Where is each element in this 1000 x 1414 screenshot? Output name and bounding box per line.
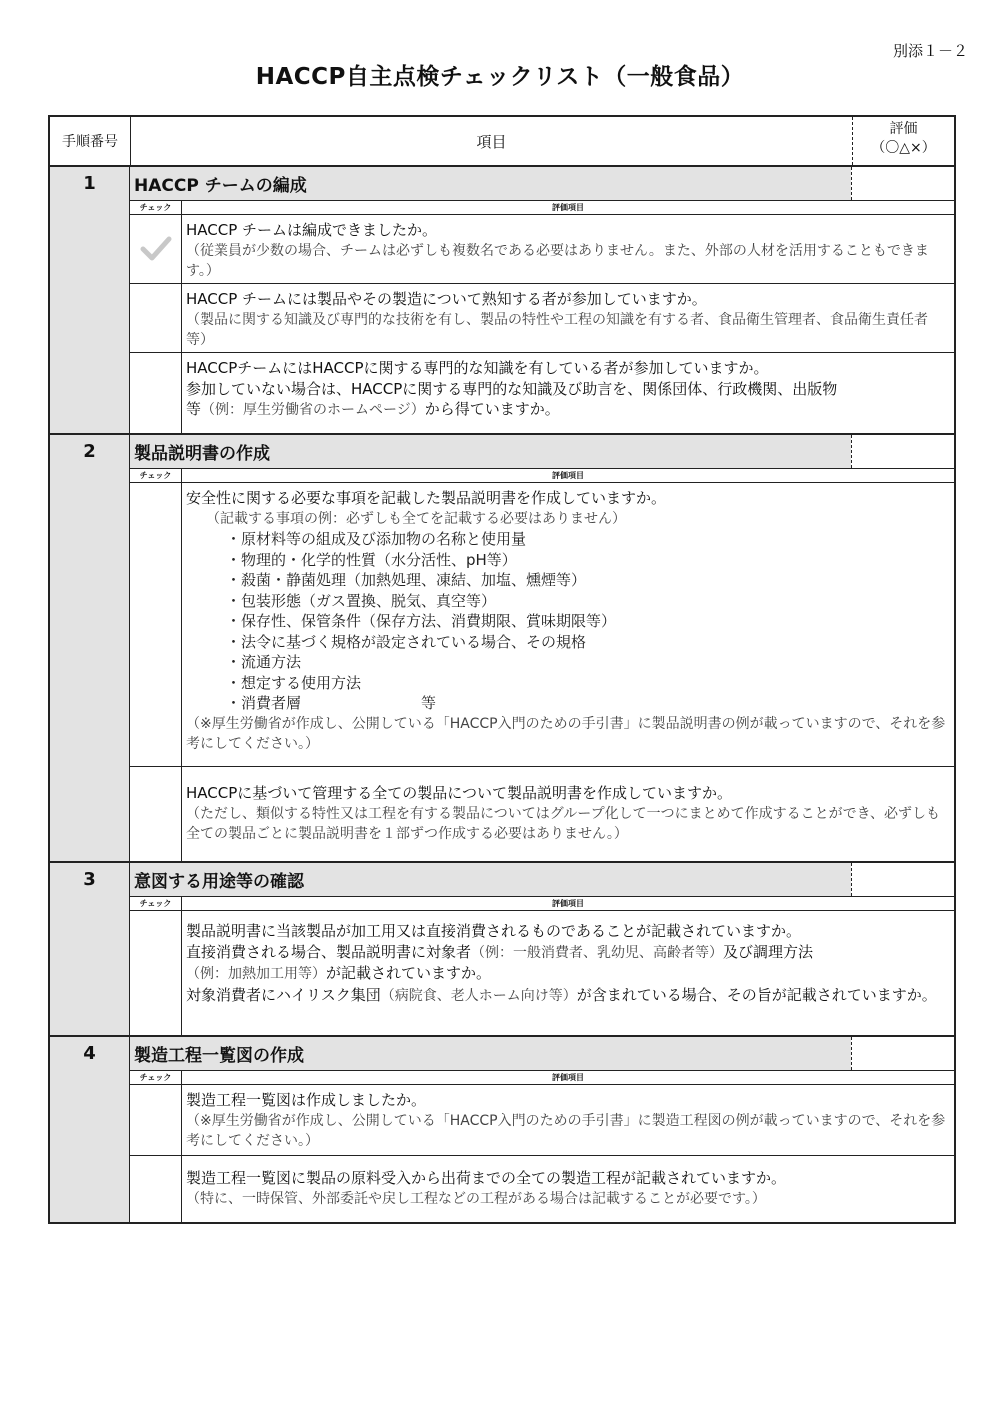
section-title: 意図する用途等の確認 [134,872,304,892]
item-main-3a: 等 [186,400,202,418]
item-line-2 [186,942,948,964]
item-inline-note: （例：厚生労働省のホームページ） [201,402,425,418]
item-main: HACCP チームは編成できましたか。 [186,221,438,239]
checklist-item [130,767,954,861]
item-text-part: が記載されていますか。 [326,964,492,982]
item-text-part: が含まれている場合、その旨が記載されていますか。 [576,985,937,1004]
header-step-number: 手順番号 [50,117,131,165]
item-text-part: 対象消費者にハイリスク集団 [186,985,381,1004]
checklist-item [130,483,954,767]
item-note: （※厚生労働省が作成し、公開している「HACCP入門のための手引書」に製品説明書の例が載っていますので、それを参考にしてください。） [186,715,946,752]
item-text [182,353,954,433]
item-text [182,767,954,861]
checklist-item [130,1085,954,1156]
item-line-3 [186,963,948,985]
item-main: HACCPチームにはHACCPに関する専門的な知識を有している者が参加していますか。 [186,359,769,377]
item-main-2: 参加していない場合は、HACCPに関する専門的な知識及び助言を、関係団体、行政機関、出版物 [186,379,838,398]
section-3 [50,863,954,1037]
section-title-row [130,435,954,469]
section-title: 製造工程一覧図の作成 [134,1046,304,1066]
section-4 [50,1037,954,1222]
list-item: ・包装形態（ガス置換、脱気、真空等） [226,591,497,610]
checklist-item [130,215,954,284]
list-item: ・流通方法 [226,653,302,671]
section-title-row [130,863,954,897]
list-item: ・物理的・化学的性質（水分活性、pH等） [226,550,517,569]
section-title-row [130,1037,954,1071]
checklist-item [130,284,954,353]
header-item: 項目 [476,132,507,151]
header-eval-scale: （〇△×） [871,140,936,156]
item-main: 製造工程一覧図は作成しましたか。 [186,1091,427,1109]
item-text-part: 及び調理方法 [723,942,814,961]
sub-header-check: チェック [130,897,182,910]
item-inline-note: （病院食、老人ホーム向け等） [380,987,577,1004]
sub-header-check: チェック [130,469,182,482]
checklist-item [130,911,954,1035]
section-title-row [130,167,954,201]
section-number: 3 [50,863,130,1035]
item-main-3b: から得ていますか。 [424,400,560,418]
sub-header [130,201,954,215]
item-text-part: 直接消費される場合、製品説明書に対象者 [186,942,472,961]
sub-header-check: チェック [130,1071,182,1084]
section-evaluation-field[interactable] [851,1037,954,1070]
item-main: 安全性に関する必要な事項を記載した製品説明書を作成していますか。 [186,489,667,507]
checklist-item [130,353,954,433]
list-item: ・殺菌・静菌処理（加熱処理、凍結、加塩、燻煙等） [226,571,587,589]
item-main: 製品説明書に当該製品が加工用又は直接消費されるものであることが記載されていますか。 [186,922,802,940]
sub-header-item: 評価項目 [552,899,584,908]
item-main: HACCP チームには製品やその製造について熟知する者が参加していますか。 [186,290,707,308]
page-title: HACCP自主点検チェックリスト（一般食品） [255,64,745,90]
item-text [182,1156,954,1222]
check-box[interactable] [130,483,182,766]
header-evaluation [852,117,954,165]
item-text [182,215,954,283]
section-number: 4 [50,1037,130,1222]
item-note: （製品に関する知識及び専門的な技術を有し、製品の特性や工程の知識を有する者、食品衛生管理者、食品衛生責任者等） [186,311,928,348]
item-text [182,284,954,352]
sub-header [130,469,954,483]
sub-header [130,1071,954,1085]
item-main-3 [186,399,948,421]
sub-header [130,897,954,911]
sub-header-check: チェック [130,201,182,214]
section-title: HACCP チームの編成 [134,176,307,196]
section-2 [50,435,954,863]
sub-header-item: 評価項目 [552,471,584,480]
item-text [182,1085,954,1155]
check-box[interactable] [130,767,182,861]
list-item: ・原材料等の組成及び添加物の名称と使用量 [226,530,527,548]
checkmark-icon [140,236,172,262]
sub-header-item: 評価項目 [552,1073,584,1082]
item-note: （ただし、類似する特性又は工程を有する製品についてはグループ化して一つにまとめて作成することができ、必ずしも全ての製品ごとに製品説明書を１部ずつ作成する必要はありません。） [186,805,941,842]
check-box[interactable] [130,353,182,433]
section-evaluation-field[interactable] [851,863,954,896]
check-box[interactable] [130,1156,182,1222]
check-box[interactable] [130,911,182,1035]
checklist-table [48,115,956,1224]
section-body [130,435,954,861]
item-text [182,483,954,766]
section-body [130,1037,954,1222]
item-inline-note: （例：一般消費者、乳幼児、高齢者等） [471,944,724,961]
section-evaluation-field[interactable] [851,435,954,468]
annex-label: 別添１－２ [892,42,968,60]
check-box[interactable] [130,215,182,283]
table-header [50,117,954,167]
section-1 [50,167,954,435]
item-note: （従業員が少数の場合、チームは必ずしも複数名である必要はありません。また、外部の人材を活用することもできます。） [186,242,929,279]
section-body [130,863,954,1035]
item-note: （※厚生労働省が作成し、公開している「HACCP入門のための手引書」に製造工程図の例が載っていますので、それを参考にしてください。） [186,1112,946,1149]
sub-header-item: 評価項目 [552,203,584,212]
item-line-4 [186,985,948,1007]
section-evaluation-field[interactable] [851,167,954,200]
check-box[interactable] [130,1085,182,1155]
list-item: ・消費者層 等 [226,694,437,712]
item-text [182,911,954,1035]
section-number: 1 [50,167,130,433]
section-body [130,167,954,433]
list-item: ・想定する使用方法 [226,673,362,692]
item-note: （記載する事項の例：必ずしも全てを記載する必要はありません） [206,510,626,527]
header-eval-label: 評価 [889,121,918,137]
list-item: ・保存性、保管条件（保存方法、消費期限、賞味期限等） [226,612,617,630]
checklist-item [130,1156,954,1222]
item-note: （特に、一時保管、外部委託や戻し工程などの工程がある場合は記載することが必要です。） [186,1190,766,1207]
list-item: ・法令に基づく規格が設定されている場合、その規格 [226,632,587,651]
item-inline-note: （例：加熱加工用等） [186,966,326,982]
item-main: 製造工程一覧図に製品の原料受入から出荷までの全ての製造工程が記載されていますか。 [186,1169,787,1187]
section-title: 製品説明書の作成 [134,444,270,464]
check-box[interactable] [130,284,182,352]
section-number: 2 [50,435,130,861]
item-main: HACCPに基づいて管理する全ての製品について製品説明書を作成していますか。 [186,784,732,802]
